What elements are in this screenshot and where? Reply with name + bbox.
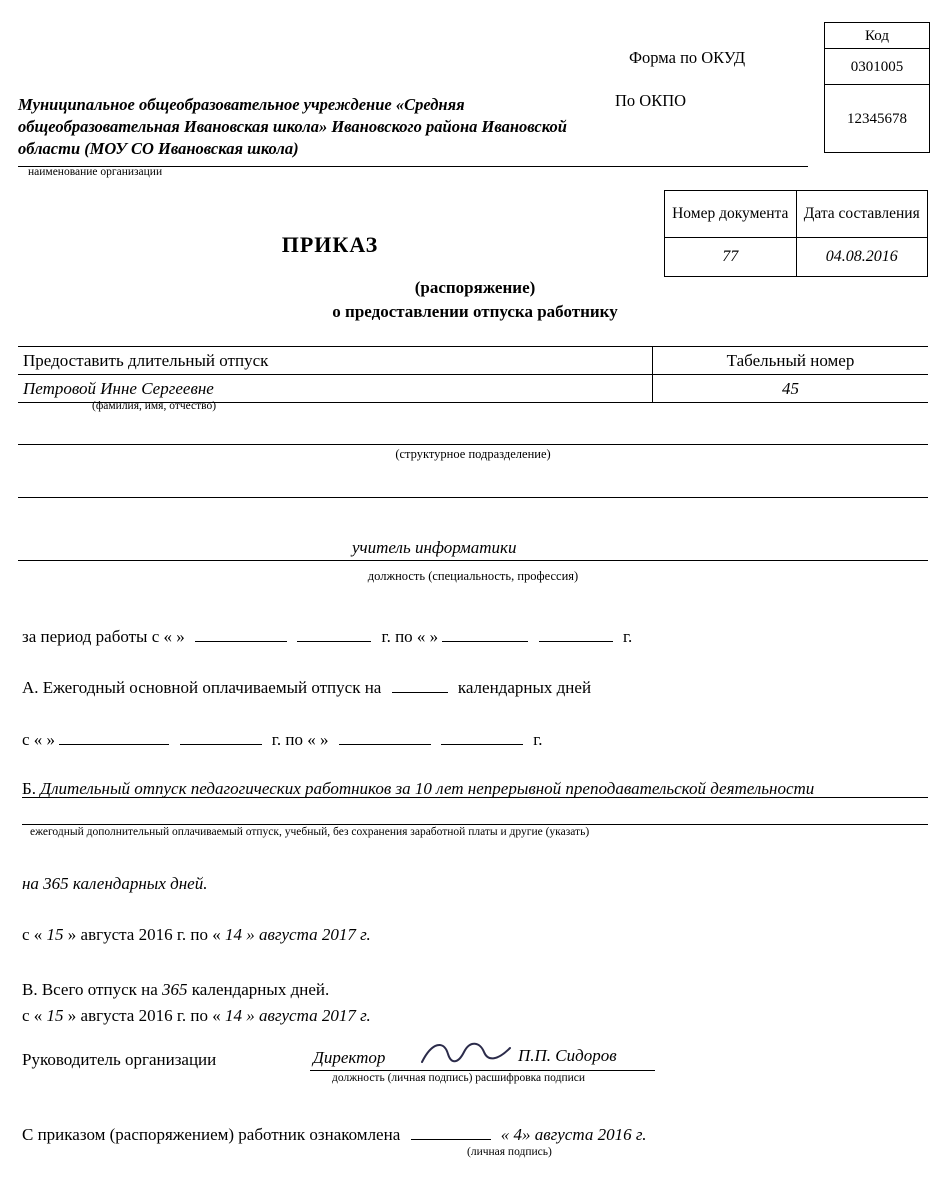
subdivision-caption: (структурное подразделение) — [395, 447, 551, 461]
okpo-value: 12345678 — [825, 85, 929, 153]
employee-name: Петровой Инне Сергеевне — [23, 378, 214, 398]
director-name: П.П. Сидоров — [518, 1046, 617, 1065]
section-a-line2-part1: с « » — [22, 730, 56, 749]
okud-label: Форма по ОКУД — [629, 48, 746, 67]
vacation-kind-caption: ежегодный дополнительный оплачиваемый отпуск, учебный, без сохранения заработной платы и другие (указать) — [30, 826, 590, 838]
section-b-kind: Длительный отпуск педагогических работников за 10 лет непрерывной преподавательской деятельности — [40, 779, 815, 798]
position-value: учитель информатики — [352, 538, 517, 557]
section-b-duration: на 365 календарных дней. — [22, 874, 208, 893]
section-b-line-1 — [22, 797, 928, 798]
section-b-prefix: Б. — [22, 779, 37, 798]
section-v-prefix: В. Всего отпуск на — [22, 980, 158, 999]
section-v-date-to-day: 14 — [224, 1006, 242, 1025]
acquaint-text — [22, 1125, 647, 1145]
section-b-text — [22, 776, 922, 802]
section-a-line2 — [22, 730, 543, 750]
document-number-table — [664, 190, 928, 277]
grant-value-row — [18, 374, 928, 402]
section-b-date-from-day: 15 — [46, 925, 64, 944]
section-v-days: 365 — [162, 980, 188, 999]
page-title: ПРИКАЗ — [281, 232, 379, 257]
doc-number-header: Номер документа — [665, 191, 797, 238]
section-v-dates-prefix: с « — [22, 1006, 43, 1025]
director-position: Директор — [313, 1048, 386, 1067]
work-period-part3: г. — [622, 627, 633, 646]
work-period-blank-1 — [195, 641, 287, 642]
position-line — [18, 560, 928, 561]
work-period-part1: за период работы с « » — [22, 627, 185, 646]
work-period-blank-2 — [297, 641, 371, 642]
acquaint-date: « 4» августа 2016 г. — [500, 1125, 647, 1144]
section-v-date-to-rest: » августа 2017 г. — [246, 1006, 371, 1025]
personal-signature-caption: (личная подпись) — [467, 1146, 552, 1158]
section-b-date-to-day: 14 — [224, 925, 242, 944]
signature-scribble-icon — [418, 1036, 514, 1072]
organization-caption: наименование организации — [28, 166, 163, 178]
section-a-line2-part2: г. по « » — [271, 730, 329, 749]
work-period-text — [22, 627, 632, 647]
section-b-date-from-rest: » августа 2016 г. по « — [67, 925, 221, 944]
acquaint-label: С приказом (распоряжением) работник ознакомлена — [22, 1125, 401, 1144]
section-b-date-to-rest: » августа 2017 г. — [246, 925, 371, 944]
work-period-blank-4 — [539, 641, 613, 642]
section-v-date-from-rest: » августа 2016 г. по « — [67, 1006, 221, 1025]
section-a-blank-1 — [59, 744, 169, 745]
signature-caption: должность (личная подпись) расшифровка подписи — [332, 1072, 586, 1084]
subdivision-line-2 — [18, 497, 928, 498]
section-b-line-2 — [22, 824, 928, 825]
page-subtitle-1: (распоряжение) — [414, 278, 536, 297]
section-a-text1: А. Ежегодный основной оплачиваемый отпуск на — [22, 678, 382, 697]
code-header: Код — [825, 23, 929, 49]
tab-number-value: 45 — [652, 375, 928, 402]
subdivision-line-1 — [18, 444, 928, 445]
grant-header-row — [18, 347, 928, 374]
tab-number-label: Табельный номер — [652, 347, 928, 374]
section-a-line1 — [22, 678, 591, 698]
doc-date-header: Дата составления — [796, 191, 928, 238]
organization-name: Муниципальное общеобразовательное учреждение «Средняя общеобразовательная Ивановская школа» Ивановского района Ивановской области (МОУ СО Ивановская школа) — [18, 95, 567, 158]
section-b-dates — [22, 925, 371, 945]
okpo-label: По ОКПО — [615, 91, 687, 110]
position-caption: должность (специальность, профессия) — [367, 569, 579, 583]
fio-caption: (фамилия, имя, отчество) — [92, 400, 217, 412]
section-v-total — [22, 980, 329, 1000]
section-a-text2: календарных дней — [457, 678, 592, 697]
section-a-blank-3 — [339, 744, 431, 745]
director-role-label: Руководитель организации — [22, 1050, 217, 1069]
section-v-dates — [22, 1006, 371, 1026]
doc-number-value: 77 — [665, 238, 797, 277]
code-table — [824, 22, 930, 153]
section-a-line2-part3: г. — [533, 730, 543, 749]
acquaint-signature-blank — [411, 1139, 491, 1140]
section-v-suffix: календарных дней. — [191, 980, 330, 999]
page-subtitle-2: о предоставлении отпуска работнику — [332, 302, 618, 321]
section-b-dates-prefix: с « — [22, 925, 43, 944]
doc-date-value: 04.08.2016 — [796, 238, 928, 277]
section-a-days-blank — [392, 692, 448, 693]
section-a-blank-2 — [180, 744, 262, 745]
section-a-blank-4 — [441, 744, 523, 745]
okud-value: 0301005 — [825, 49, 929, 85]
work-period-part2: г. по « » — [381, 627, 439, 646]
section-v-date-from-day: 15 — [46, 1006, 64, 1025]
work-period-blank-3 — [442, 641, 528, 642]
grant-label: Предоставить длительный отпуск — [23, 350, 269, 370]
grant-box — [18, 346, 928, 403]
